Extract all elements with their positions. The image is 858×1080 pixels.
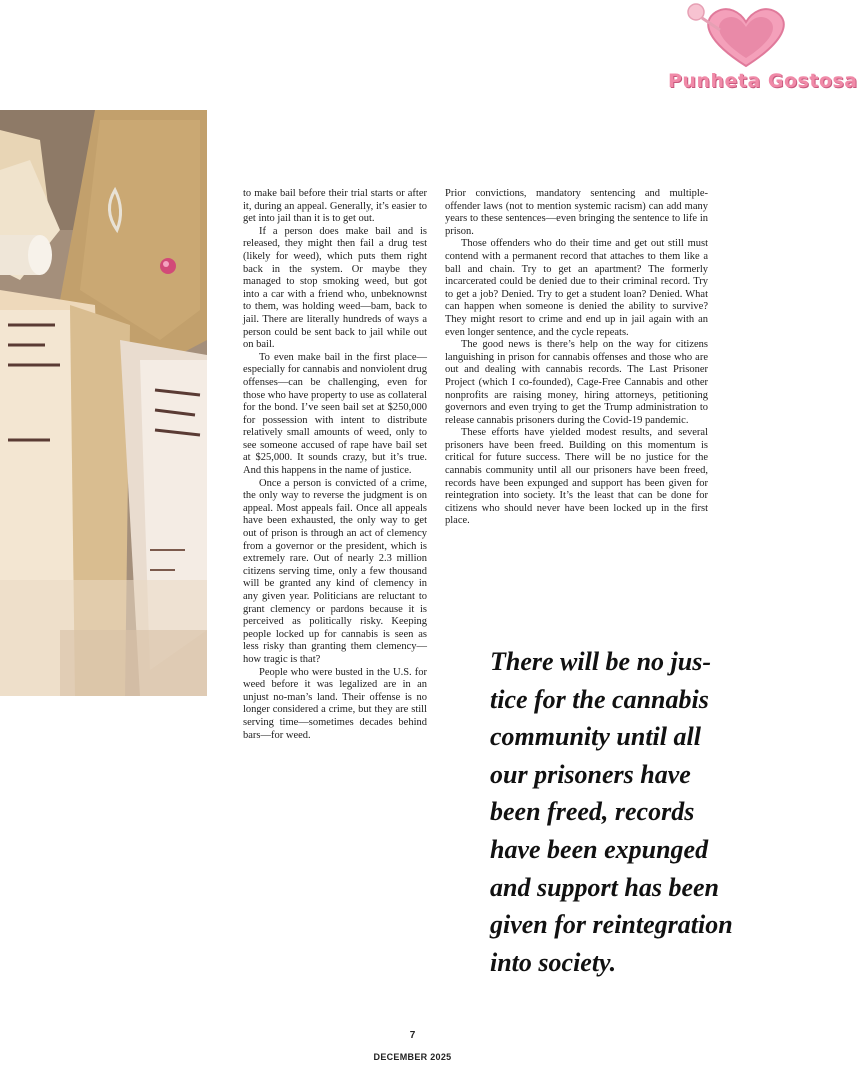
paragraph: to make bail before their trial starts or after it, during an appeal. Generally, it’s easier to get into jail than it is to get out. — [243, 188, 427, 225]
paragraph: Prior convictions, mandatory sentencing and multiple-offender laws (not to mention systemic racism) can add many years to these sentences—even bringing the sentence to life in prison. — [445, 188, 708, 237]
brand-logo-text: Punheta Gostosa — [668, 70, 858, 92]
heart-logo-icon — [668, 0, 825, 75]
issue-date: DECEMBER 2025 — [373, 1052, 452, 1062]
page-number: 7 — [409, 1030, 416, 1041]
legal-files-illustration — [0, 110, 207, 696]
article-illustration — [0, 110, 207, 696]
brand-logo — [668, 0, 858, 100]
paragraph: People who were busted in the U.S. for weed before it was legalized are in an unjust no-man’s land. Their offense is no longer considered a crime, but they are still serving time—sometimes decades behind bars—for weed. — [243, 666, 427, 741]
paragraph: The good news is there’s help on the way for citizens languishing in prison for cannabis offenses and those who are out and dealing with cannabis records. The Last Prisoner Project (which I co-founded), Cage-Free Cannabis and other nonprofits are raising money, hiring attorneys, petitioning governors and even trying to get the Trump administration to release cannabis prisoners during the Covid-19 pandemic. — [445, 339, 708, 426]
paragraph: Once a person is convicted of a crime, the only way to reverse the judgment is on appeal. Most appeals fail. Once all appeals have been exhausted, the only way to get out of prison is through an act of clemency from a governor or the president, which is extremely rare. Out of nearly 2.3 million citizens serving time, only a few thousand will be granted any kind of clemency in any given year. Politicians are reluctant to grant clemency or pardons because it is perceived as politically risky. Keeping people locked up for cannabis is seen as less risky than granting them clemency—how tragic is that? — [243, 477, 427, 665]
paragraph: Those offenders who do their time and get out still must contend with a permanent record that attaches to them like a ball and chain. Try to get an apartment? The formerly incarcerated could be denied due to their criminal record. Try to get a job? Denied. Try to get a student loan? Denied. What can happen when someone is denied the ability to survive? They might resort to crime and end up in jail again with an even longer sentence, and the cycle repeats. — [445, 238, 708, 338]
paragraph: These efforts have yielded modest results, and several prisoners have been freed. Building on this momentum is critical for future success. There will be no justice for the cannabis community until all our prisoners have been freed, records have been expunged and support has been given for reintegration into society. It’s the least that can be done for citizens who should never have been locked up in the first place. — [445, 427, 708, 527]
paragraph: To even make bail in the first place—especially for cannabis and nonviolent drug offenses—can be challenging, even for those who have property to use as collateral for the bond. I’ve seen bail set at $250,000 for possession with intent to distribute relatively small amounts of weed, only to see someone accused of rape have bail set at $25,000. It sounds crazy, but it’s true. And this happens in the name of justice. — [243, 351, 427, 477]
paragraph: If a person does make bail and is released, they might then fail a drug test (likely for weed), which puts them right back in the system. Or maybe they managed to stop smoking weed, but got into a car with a friend who, unbeknownst to them, was holding weed—bam, back to jail. There are literally hundreds of ways a person could be sent back to jail while out on bail. — [243, 225, 427, 351]
article-column-1 — [243, 188, 427, 742]
article-column-2 — [445, 188, 708, 528]
pull-quote: There will be no jus- tice for the cannabis community until all our prisoners have been freed, records have been expunged and support has been given for reintegration into society. — [490, 647, 733, 977]
